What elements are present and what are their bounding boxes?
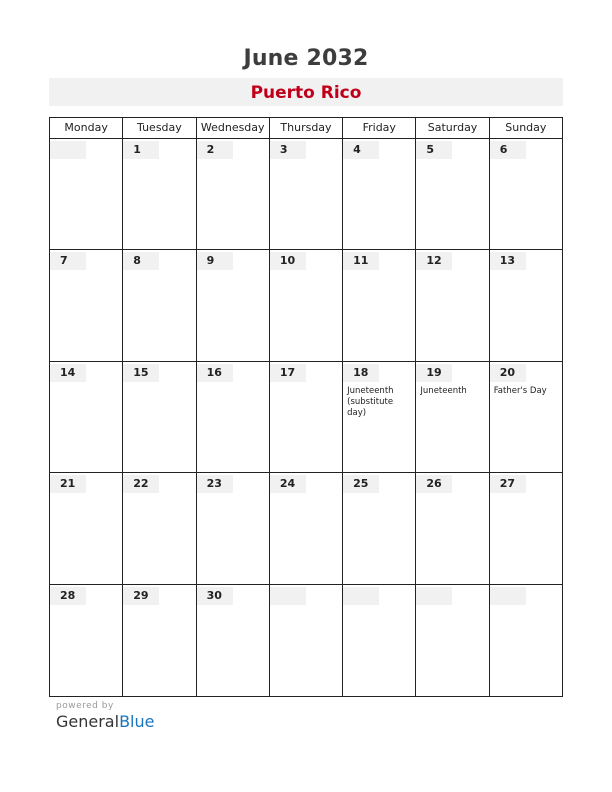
day-number: 8 <box>123 252 159 270</box>
day-number: 22 <box>123 475 159 493</box>
day-cell <box>343 139 416 249</box>
day-cell <box>490 362 562 472</box>
day-cell <box>270 139 343 249</box>
day-number: 7 <box>50 252 86 270</box>
day-number: 3 <box>270 141 306 159</box>
day-number: 28 <box>50 587 86 605</box>
day-cell <box>50 473 123 583</box>
day-cell <box>270 473 343 583</box>
day-number: 6 <box>490 141 526 159</box>
day-number: 1 <box>123 141 159 159</box>
calendar-title: June 2032 <box>243 46 369 71</box>
footer-branding <box>56 701 154 731</box>
holiday-label: Juneteenth (substitute day) <box>347 385 394 418</box>
day-number: 21 <box>50 475 86 493</box>
day-cell <box>50 362 123 472</box>
week-row <box>50 585 562 696</box>
day-cell <box>50 250 123 360</box>
calendar-grid <box>49 117 563 697</box>
day-cell <box>197 473 270 583</box>
day-cell <box>270 362 343 472</box>
day-number: 30 <box>197 587 233 605</box>
brand-blue-text: Blue <box>119 712 155 731</box>
weekday-thursday: Thursday <box>270 118 343 138</box>
day-cell <box>50 139 123 249</box>
day-cell <box>123 585 196 696</box>
day-cell <box>416 362 489 472</box>
day-cell <box>343 362 416 472</box>
day-number: 23 <box>197 475 233 493</box>
day-number: 29 <box>123 587 159 605</box>
day-cell <box>490 473 562 583</box>
day-number: 26 <box>416 475 452 493</box>
weekday-monday: Monday <box>50 118 123 138</box>
brand-logo[interactable] <box>56 712 154 731</box>
day-cell <box>197 139 270 249</box>
day-cell <box>490 250 562 360</box>
day-number: 14 <box>50 364 86 382</box>
weekday-saturday: Saturday <box>416 118 489 138</box>
day-number: 27 <box>490 475 526 493</box>
day-cell <box>416 473 489 583</box>
brand-general-text: General <box>56 712 120 731</box>
day-cell <box>270 250 343 360</box>
day-cell <box>416 585 489 696</box>
day-cell <box>416 139 489 249</box>
day-number <box>270 587 306 605</box>
weekday-tuesday: Tuesday <box>123 118 196 138</box>
week-row <box>50 250 562 361</box>
day-number: 12 <box>416 252 452 270</box>
day-cell <box>270 585 343 696</box>
day-cell <box>123 362 196 472</box>
day-number: 20 <box>490 364 526 382</box>
day-cell <box>123 473 196 583</box>
week-row <box>50 473 562 584</box>
weekday-header-row <box>50 118 562 139</box>
day-number <box>490 587 526 605</box>
day-cell <box>343 250 416 360</box>
day-cell <box>123 139 196 249</box>
day-number: 18 <box>343 364 379 382</box>
day-cell <box>343 585 416 696</box>
day-cell <box>197 585 270 696</box>
region-banner <box>49 78 563 106</box>
day-cell <box>343 473 416 583</box>
day-cell <box>490 585 562 696</box>
day-number: 24 <box>270 475 306 493</box>
day-number: 10 <box>270 252 306 270</box>
day-number <box>343 587 379 605</box>
weeks-container <box>50 139 562 696</box>
day-number <box>50 141 86 159</box>
day-number: 4 <box>343 141 379 159</box>
holiday-label: Father's Day <box>493 385 547 396</box>
day-number: 5 <box>416 141 452 159</box>
day-number: 9 <box>197 252 233 270</box>
weekday-wednesday: Wednesday <box>197 118 270 138</box>
week-row <box>50 362 562 473</box>
day-cell <box>197 362 270 472</box>
day-number: 2 <box>197 141 233 159</box>
day-number: 11 <box>343 252 379 270</box>
day-cell <box>123 250 196 360</box>
weekday-sunday: Sunday <box>505 121 547 134</box>
week-row <box>50 139 562 250</box>
day-number: 19 <box>416 364 452 382</box>
day-number: 25 <box>343 475 379 493</box>
day-number: 16 <box>197 364 233 382</box>
day-number: 13 <box>490 252 526 270</box>
day-cell <box>490 139 562 249</box>
region-name: Puerto Rico <box>250 83 362 103</box>
day-cell <box>197 250 270 360</box>
day-cell <box>50 585 123 696</box>
day-number: 15 <box>123 364 159 382</box>
day-number <box>416 587 452 605</box>
powered-by-text: powered by <box>56 701 114 711</box>
holiday-label: Juneteenth <box>420 385 467 396</box>
day-number: 17 <box>270 364 306 382</box>
weekday-friday: Friday <box>343 118 416 138</box>
day-cell <box>416 250 489 360</box>
